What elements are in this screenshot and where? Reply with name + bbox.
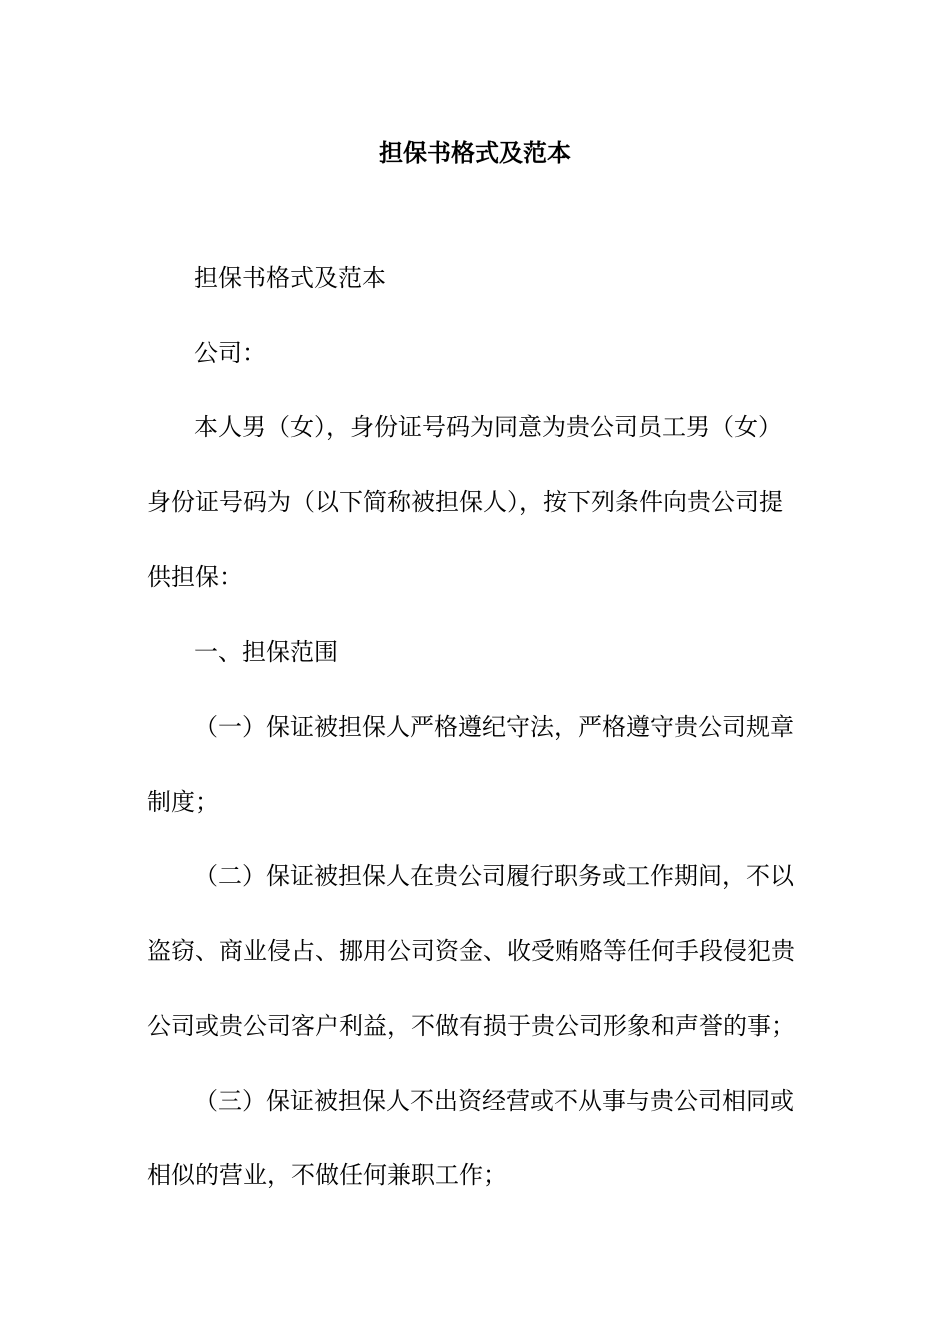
clause-line: （二）保证被担保人在贵公司履行职务或工作期间，不以 [194,862,794,890]
clause-line: 盗窃、商业侵占、挪用公司资金、收受贿赂等任何手段侵犯贵 [147,937,795,965]
document-title: 担保书格式及范本 [379,138,571,167]
body-line: 身份证号码为（以下简称被担保人），按下列条件向贵公司提 [147,488,783,516]
addressee-line: 公司： [194,339,266,367]
clause-line: 公司或贵公司客户利益，不做有损于贵公司形象和声誉的事； [147,1012,795,1040]
body-line: 本人男（女），身份证号码为同意为贵公司员工男（女） [194,413,782,441]
body-line: 供担保： [147,563,243,591]
clause-line: 相似的营业，不做任何兼职工作； [147,1161,507,1189]
clause-line: （一）保证被担保人严格遵纪守法，严格遵守贵公司规章 [194,713,794,741]
clause-line: （三）保证被担保人不出资经营或不从事与贵公司相同或 [194,1087,794,1115]
subtitle-line: 担保书格式及范本 [194,264,386,292]
clause-line: 制度； [147,788,219,816]
section-heading: 一、担保范围 [194,638,338,666]
